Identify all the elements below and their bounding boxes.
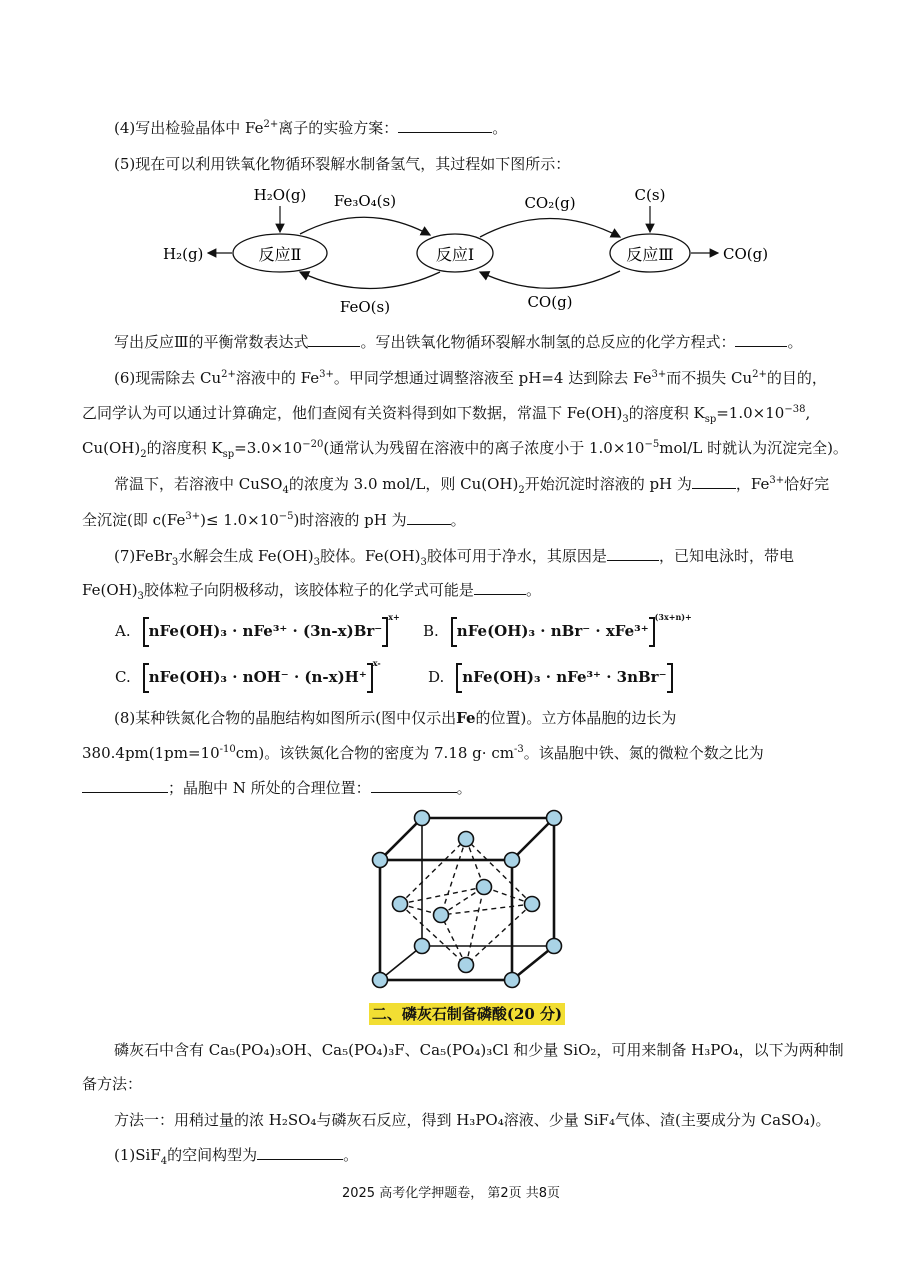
answer-blank[interactable]: [257, 1145, 343, 1160]
fe-atom: [477, 880, 492, 895]
co-bottom-label: CO(g): [527, 293, 573, 311]
option-a[interactable]: A. nFe(OH)₃ · nFe³⁺ · (3n-x)Br⁻$^{x+}$: [115, 617, 400, 647]
question-6-line-3: $Cu(OH)_2$的溶度积 $K_{sp}=3.0\times 10^{-20}$(通常认为残留在溶液中的离子浓度小于 $1.0\times 10^{-5}mol/L$ 时就认为沉淀完全)。: [82, 439, 848, 460]
fe-atom: [459, 958, 474, 973]
co-right-label: CO(g): [723, 245, 769, 263]
answer-blank[interactable]: [735, 332, 787, 347]
fe-atom: [393, 897, 408, 912]
option-c[interactable]: C. nFe(OH)₃ · nOH⁻ · (n-x)H⁺$^{x-}$: [115, 663, 381, 693]
co2-arrow: [480, 219, 620, 238]
fe-atom: [415, 811, 430, 826]
reaction-2-label: 反应Ⅱ: [258, 245, 302, 264]
fe-atom: [434, 908, 449, 923]
question-7-line-1: (7)FeBr$_3$水解会生成 $Fe(OH)_3$胶体。$Fe(OH)_3$胶体可用于净水，其原因是 ，已知电泳时，带电: [114, 547, 794, 568]
answer-blank[interactable]: [398, 118, 492, 133]
paragraph-line-1: 磷灰石中含有 Ca₅(PO₄)₃OH、Ca₅(PO₄)₃F、Ca₅(PO₄)₃Cl 和少量 SiO₂，可用来制备 H₃PO₄，以下为两种制: [114, 1041, 844, 1059]
answer-blank[interactable]: [308, 332, 360, 347]
question-6-line-2: 乙同学认为可以通过计算确定，他们查阅有关资料得到如下数据，常温下 $Fe(OH)_3$的溶度积 $K_{sp}=1.0\times 10^{-38}$,: [82, 404, 811, 425]
question-8-line-1: (8)某种铁氮化合物的晶胞结构如图所示(图中仅示出Fe的位置)。立方体晶胞的边长为: [114, 709, 677, 727]
page-footer: 2025 高考化学押题卷， 第2页 共8页: [341, 1186, 561, 1201]
fe-atom: [547, 811, 562, 826]
co-return-arrow: [480, 271, 620, 288]
crystal-cell-diagram: [365, 808, 575, 993]
question-6-line-1: (6)现需除去 $Cu^{2+}$溶液中的 $Fe^{3+}$。甲同学想通过调整溶液至 pH=4 达到除去 $Fe^{3+}$而不损失 $Cu^{2+}$的目的，: [114, 369, 827, 387]
answer-blank[interactable]: [692, 474, 736, 489]
question-6-line-5: 全沉淀(即 $c(Fe^{3+})\le 1.0\times 10^{-5}$)时溶液的 pH 为 。: [82, 511, 466, 529]
question-5b: 写出反应Ⅲ的平衡常数表达式 。写出铁氧化物循环裂解水制氢的总反应的化学方程式： 。: [114, 333, 803, 351]
paragraph-line-2: 备方法：: [82, 1075, 143, 1093]
h2-label: H₂(g): [163, 245, 204, 263]
question-5: (5)现在可以利用铁氧化物循环裂解水制备氢气，其过程如下图所示：: [114, 155, 571, 173]
h2o-label: H₂O(g): [253, 186, 307, 204]
answer-blank[interactable]: [371, 778, 457, 793]
co2-label: CO₂(g): [524, 194, 576, 212]
fe3o4-arrow: [300, 217, 430, 235]
question-7-line-2: $Fe(OH)_3$胶体粒子向阴极移动，该胶体粒子的化学式可能是 。: [82, 581, 541, 602]
fe-atom: [505, 853, 520, 868]
question-6-line-4: 常温下，若溶液中 CuSO$_4$的浓度为 3.0 mol/L，则 $Cu(OH)_2$开始沉淀时溶液的 pH 为 ，$Fe^{3+}$恰好完: [114, 475, 830, 496]
option-b[interactable]: B. nFe(OH)₃ · nBr⁻ · xFe³⁺$^{(3x+n)+}$: [423, 617, 692, 647]
answer-blank[interactable]: [82, 778, 168, 793]
answer-blank[interactable]: [407, 510, 451, 525]
fe-atom: [547, 939, 562, 954]
fe3o4-label: Fe₃O₄(s): [333, 192, 397, 210]
answer-blank[interactable]: [607, 546, 659, 561]
fe-atom: [525, 897, 540, 912]
reaction-1-label: 反应Ⅰ: [435, 245, 475, 264]
question-1: (1)SiF$_4$的空间构型为 。: [114, 1146, 359, 1167]
fe-atom: [415, 939, 430, 954]
question-8-line-2: $380.4pm(1pm=10^{-10}cm)$。该铁氮化合物的密度为 7.18 $g\cdot cm^{-3}$。该晶胞中铁、氮的微粒个数之比为: [82, 744, 764, 762]
fe-atom: [459, 832, 474, 847]
fe-atom: [373, 973, 388, 988]
fe-atom: [373, 853, 388, 868]
answer-blank[interactable]: [474, 580, 526, 595]
method-1: 方法一：用稍过量的浓 H₂SO₄与磷灰石反应，得到 H₃PO₄溶液、少量 SiF₄气体、渣(主要成分为 CaSO₄)。: [114, 1111, 831, 1129]
feo-label: FeO(s): [339, 298, 391, 316]
c-label: C(s): [634, 186, 666, 204]
iron-oxide-cycle-diagram: [150, 180, 790, 320]
section-title: 二、磷灰石制备磷酸(20 分): [369, 1003, 565, 1025]
reaction-3-label: 反应Ⅲ: [626, 245, 674, 264]
option-d[interactable]: D. nFe(OH)₃ · nFe³⁺ · 3nBr⁻: [428, 663, 673, 693]
question-8-line-3: ；晶胞中 N 所处的合理位置： 。: [82, 778, 842, 798]
feo-arrow: [300, 272, 440, 289]
question-4: (4)写出检验晶体中 $Fe^{2+}$离子的实验方案： 。: [114, 119, 508, 137]
fe-atom: [505, 973, 520, 988]
